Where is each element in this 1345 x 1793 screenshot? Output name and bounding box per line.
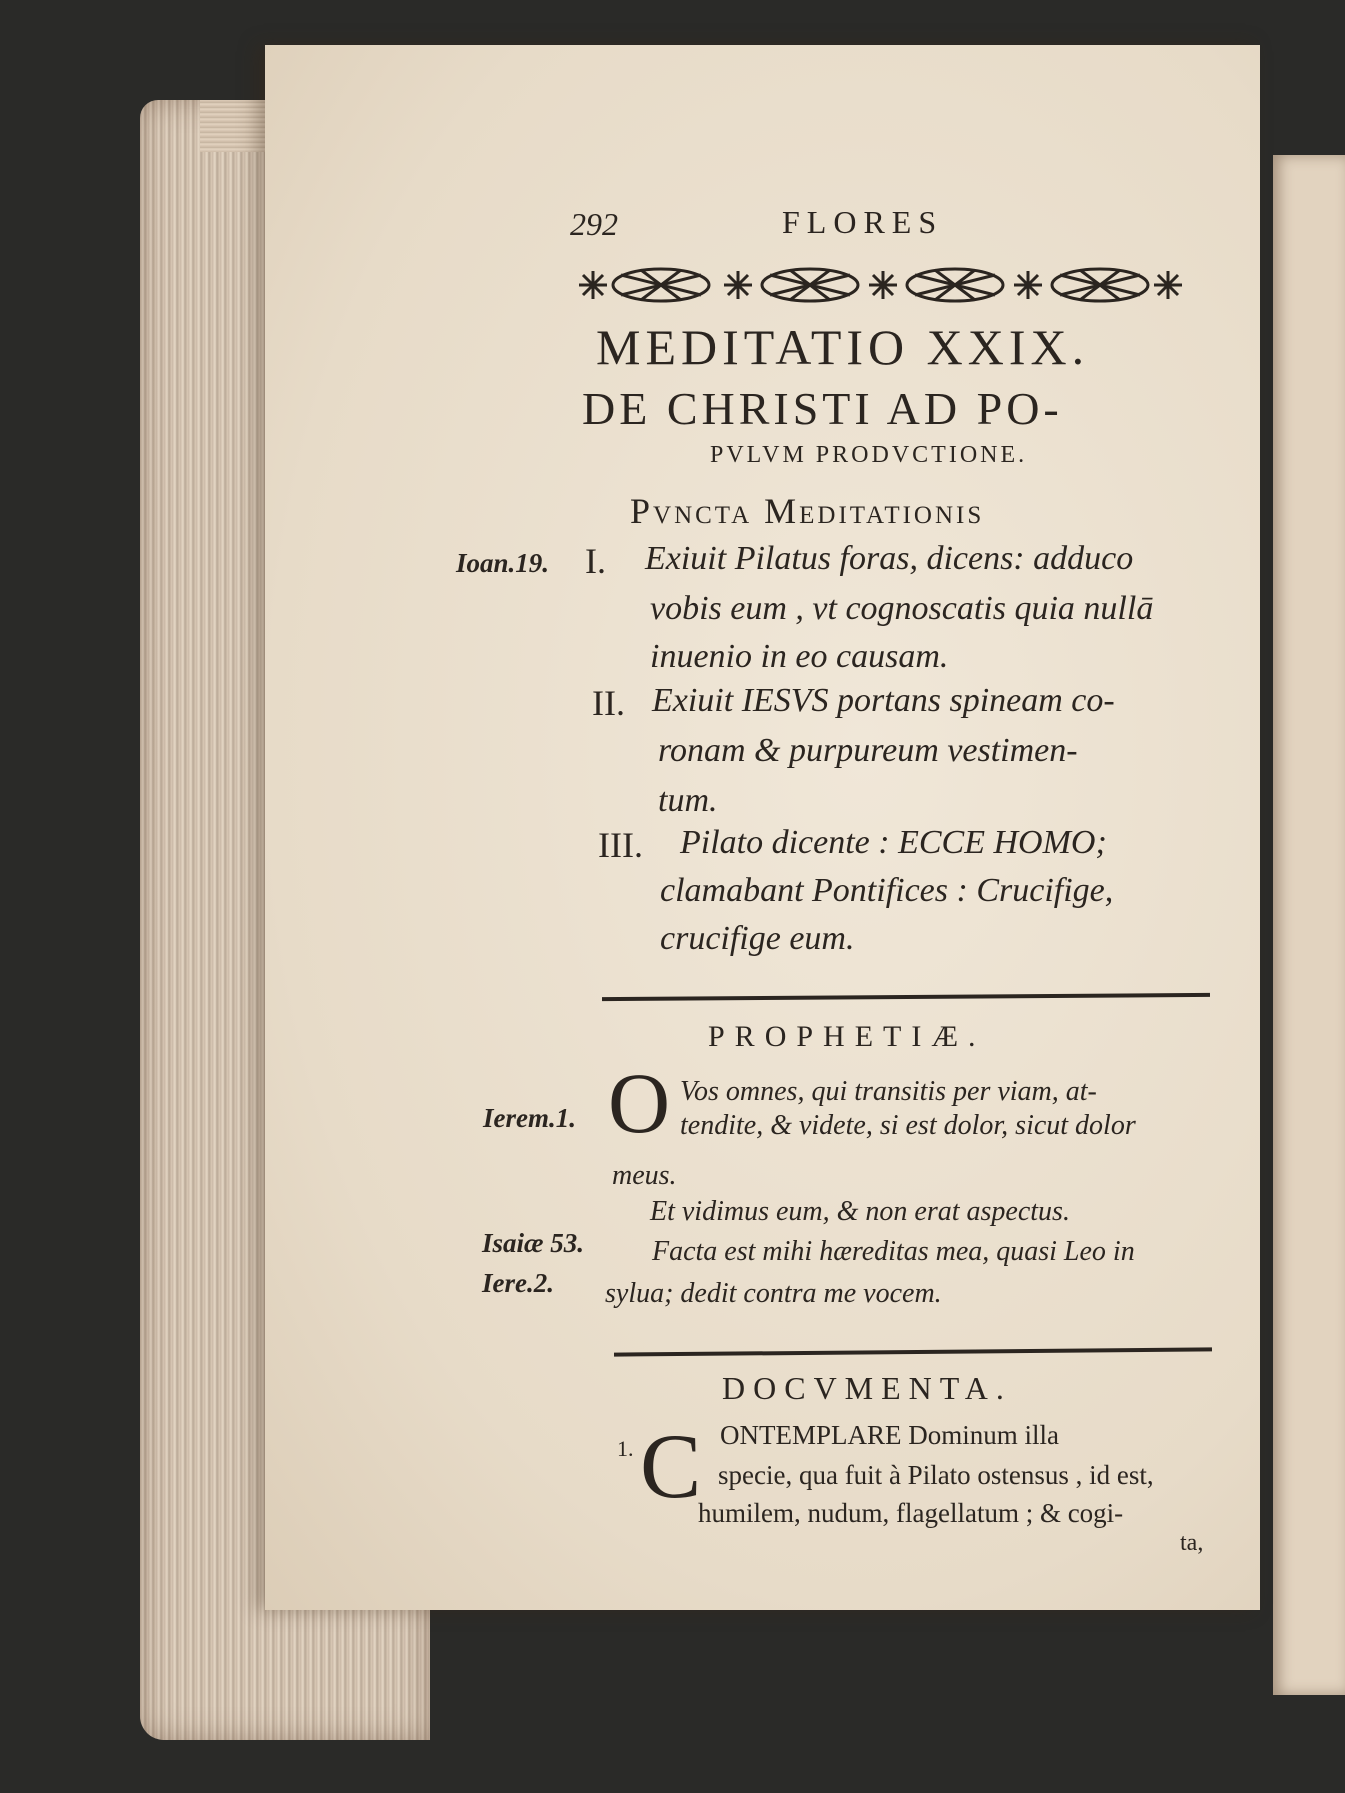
margin-ref-ioan: Ioan.19. [456,548,550,578]
meditation-subtitle: DE CHRISTI AD PO- [582,383,1063,434]
punctum-line: Exiuit Pilatus foras, dicens: adduco [645,540,1134,577]
page-number: 292 [570,206,618,242]
documentum-line: ONTEMPLARE Dominum illa [720,1420,1059,1450]
documentum-number: 1. [617,1436,634,1461]
drop-initial: C [640,1415,702,1517]
documenta-heading: DOCVMENTA. [722,1370,1012,1406]
margin-ref-iere: Iere.2. [482,1268,554,1298]
punctum-numeral: I. [585,541,606,581]
punctum-line: crucifige eum. [660,920,855,957]
meditation-title: MEDITATIO XXIX. [596,319,1090,375]
drop-initial: O [608,1055,671,1151]
prophecy-line: meus. [612,1160,677,1191]
punctum-line: Exiuit IESVS portans spineam co- [652,682,1115,719]
margin-ref-ierem: Ierem.1. [483,1103,576,1133]
puncta-heading: Pvncta Meditationis [630,491,985,531]
facing-page [1273,155,1345,1695]
prophecy-line: Et vidimus eum, & non erat aspectus. [650,1196,1070,1227]
punctum-line: Pilato dicente : ECCE HOMO; [680,824,1107,861]
documentum-line: ta, [1180,1530,1204,1556]
documentum-line: humilem, nudum, flagellatum ; & cogi- [698,1498,1124,1528]
prophecy-line: sylua; dedit contra me vocem. [605,1278,942,1309]
ornament-band-icon [573,262,1185,308]
punctum-line: inuenio in eo causam. [650,638,949,675]
punctum-numeral: II. [592,683,625,723]
running-head: FLORES [782,204,944,240]
documentum-line: specie, qua fuit à Pilato ostensus , id est, [718,1460,1154,1490]
punctum-line: vobis eum , vt cognoscatis quia nullā [650,590,1154,627]
margin-ref-isaia: Isaiæ 53. [482,1228,585,1258]
prophecy-line: Vos omnes, qui transitis per viam, at- [680,1076,1097,1107]
prophecy-line: tendite, & videte, si est dolor, sicut dolor [680,1110,1136,1141]
meditation-subtitle-cont: PVLVM PRODVCTIONE. [710,442,1028,468]
prophecy-line: Facta est mihi hæreditas mea, quasi Leo in [652,1236,1135,1267]
punctum-line: ronam & purpureum vestimen- [658,732,1078,769]
punctum-line: clamabant Pontifices : Crucifige, [660,872,1114,909]
punctum-numeral: III. [598,825,643,865]
prophetiae-heading: PROPHETIÆ. [708,1020,986,1053]
punctum-line: tum. [658,782,718,819]
